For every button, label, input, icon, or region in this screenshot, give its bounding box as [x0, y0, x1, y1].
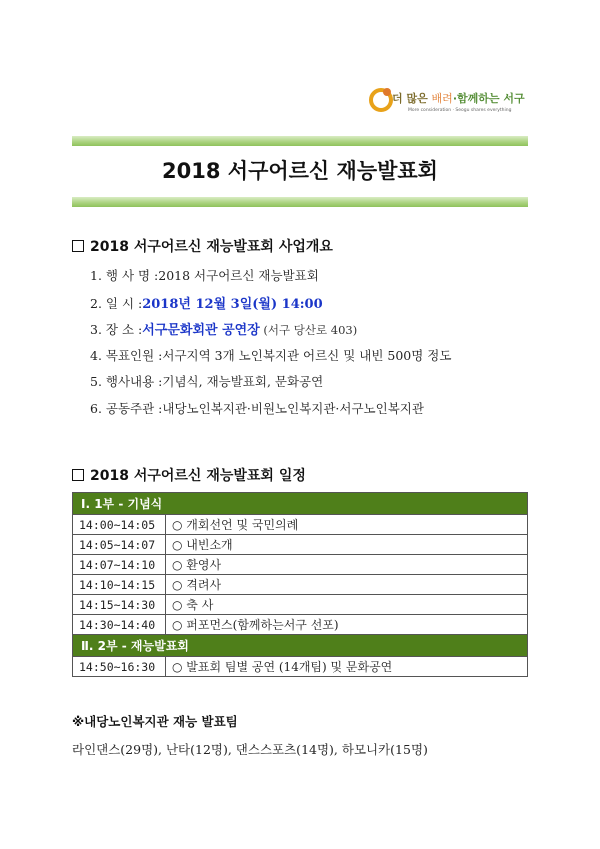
time-cell: 14:15~14:30 [73, 595, 166, 615]
item-cell: ○ 발표회 팀별 공연 (14개팀) 및 문화공연 [166, 657, 528, 677]
teams-note: ※내당노인복지관 재능 발표팀 [72, 714, 238, 729]
item-cell: ○ 개회선언 및 국민의례 [166, 515, 528, 535]
overview-list [90, 266, 550, 425]
part1-title: Ⅰ. 1부 - 기념식 [73, 493, 528, 515]
time-cell: 14:10~14:15 [73, 575, 166, 595]
table-row [73, 657, 528, 677]
table-row [73, 615, 528, 635]
table-row [73, 535, 528, 555]
logo-subtitle: More consideration · Seogu shares everything [408, 108, 512, 113]
item-cell: ○ 격려사 [166, 575, 528, 595]
table-row [73, 555, 528, 575]
time-cell: 14:07~14:10 [73, 555, 166, 575]
item-cell: ○ 축 사 [166, 595, 528, 615]
checkbox-square-icon [72, 469, 84, 481]
logo-slogan: 더 많은 배려·함께하는 서구 [392, 92, 525, 105]
time-cell: 14:50~16:30 [73, 657, 166, 677]
overview-row-attendance: 4. 목표인원 :서구지역 3개 노인복지관 어르신 및 내빈 500명 정도 [90, 347, 452, 363]
overview-row-name: 1. 행 사 명 :2018 서구어르신 재능발표회 [90, 268, 319, 283]
overview-row-venue: 3. 장 소 :서구문화회관 공연장 (서구 당산로 403) [90, 322, 358, 338]
seogu-logo [368, 82, 538, 126]
schedule-table [72, 492, 528, 677]
time-cell: 14:00~14:05 [73, 515, 166, 535]
overview-row-organizers: 6. 공동주관 :내당노인복지관·비원노인복지관·서구노인복지관 [90, 400, 424, 416]
item-cell: ○ 퍼포먼스(함께하는서구 선포) [166, 615, 528, 635]
checkbox-square-icon [72, 240, 84, 252]
table-row [73, 515, 528, 535]
time-cell: 14:30~14:40 [73, 615, 166, 635]
table-row [73, 595, 528, 615]
overview-heading: 2018 서구어르신 재능발표회 사업개요 [72, 236, 333, 256]
item-cell: ○ 환영사 [166, 555, 528, 575]
schedule-heading: 2018 서구어르신 재능발표회 일정 [72, 465, 306, 485]
teams-list: 라인댄스(29명), 난타(12명), 댄스스포츠(14명), 하모니카(15명) [72, 742, 428, 757]
table-row [73, 575, 528, 595]
overview-row-date: 2. 일 시 :2018년 12월 3일(월) 14:00 [90, 295, 323, 312]
schedule-part-header [73, 493, 528, 515]
title-band-bottom [72, 197, 528, 207]
overview-row-program: 5. 행사내용 :기념식, 재능발표회, 문화공연 [90, 374, 324, 389]
time-cell: 14:05~14:07 [73, 535, 166, 555]
schedule-part-header [73, 635, 528, 657]
title-band-top [72, 136, 528, 146]
page-title: 2018 서구어르신 재능발표회 [162, 159, 438, 183]
part2-title: Ⅱ. 2부 - 재능발표회 [73, 635, 528, 657]
logo-mark-icon [368, 86, 394, 112]
item-cell: ○ 내빈소개 [166, 535, 528, 555]
